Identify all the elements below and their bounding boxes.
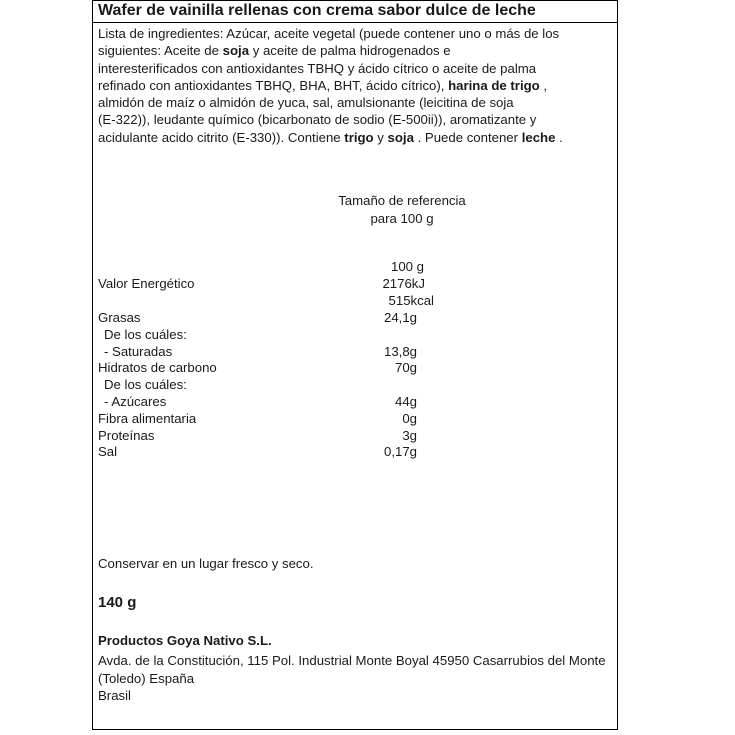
fat-sub-label: De los cuáles: (104, 327, 187, 342)
reference-size-amount: para 100 g (370, 211, 434, 226)
allergen-soja: soja (387, 129, 414, 145)
allergen-harina-de-trigo: harina de trigo (448, 77, 540, 93)
salt-value: 0,17g (383, 444, 417, 459)
carbs-value: 70g (394, 360, 417, 375)
allergen-trigo: trigo (344, 129, 374, 145)
carbs-sub-label: De los cuáles: (104, 377, 187, 392)
country-of-origin: Brasil (98, 688, 131, 703)
ingredients-line (98, 77, 610, 94)
protein-label: Proteínas (98, 428, 155, 443)
ingredients-text: siguientes: Aceite de (98, 43, 223, 59)
energy-kcal-value: 515kcal (388, 293, 434, 308)
company-name: Productos Goya Nativo S.L. (98, 633, 272, 648)
company-address: Avda. de la Constitución, 115 Pol. Industrial Monte Boyal 45950 Casarrubios del Monte (Toledo) España (98, 653, 606, 686)
ingredients-line: interesterificados con antioxidantes TBHQ y ácido cítrico o aceite de palma (98, 60, 537, 76)
ingredients-line: (E-322)), leudante químico (bicarbonato de sodio (E-500ii)), aromatizante y (98, 112, 537, 128)
fiber-label: Fibra alimentaria (98, 411, 197, 426)
product-title: Wafer de vainilla rellenas con crema sabor dulce de leche (98, 2, 536, 19)
ingredients-text: . (555, 129, 563, 145)
ingredients-line (98, 42, 610, 59)
energy-label: Valor Energético (98, 276, 195, 291)
ingredients-text: . Puede contener (413, 129, 522, 145)
energy-kj-value: 2176kJ (382, 276, 425, 291)
ingredients-line: Lista de ingredientes: Azúcar, aceite vegetal (puede contener uno o más de los (98, 26, 560, 41)
fat-label: Grasas (98, 310, 141, 325)
ingredients-line: almidón de maíz o almidón de yuca, sal, amulsionante (leicitina de soja (98, 95, 514, 111)
reference-size-label: Tamaño de referencia (338, 193, 466, 208)
allergen-soja: soja (222, 43, 250, 59)
title-divider (92, 22, 618, 23)
carbs-label: Hidratos de carbono (98, 360, 217, 375)
saturated-label: - Saturadas (104, 344, 173, 359)
sugars-label: - Azúcares (104, 394, 167, 409)
protein-value: 3g (402, 428, 417, 443)
ingredients-text: refinado con antioxidantes TBHQ, BHA, BHT, ácido cítrico), (98, 77, 449, 93)
label-frame-top (92, 0, 618, 1)
sugars-value: 44g (394, 394, 417, 409)
fiber-value: 0g (402, 411, 417, 426)
salt-label: Sal (98, 444, 118, 459)
saturated-value: 13,8g (383, 344, 417, 359)
net-weight: 140 g (98, 594, 137, 611)
ingredients-text: y (373, 129, 388, 145)
ingredients-text: acidulante acido citrito (E-330)). Contiene (98, 129, 345, 145)
nutrition-column-header: 100 g (390, 259, 424, 274)
ingredients-text: , (539, 77, 548, 93)
allergen-leche: leche (521, 129, 556, 145)
reference-size-heading (312, 192, 492, 228)
storage-note: Conservar en un lugar fresco y seco. (98, 556, 314, 571)
ingredients-text: y aceite de palma hidrogenados e (249, 43, 451, 59)
ingredients-list (98, 25, 610, 146)
fat-value: 24,1g (383, 310, 417, 325)
ingredients-line (98, 129, 610, 146)
